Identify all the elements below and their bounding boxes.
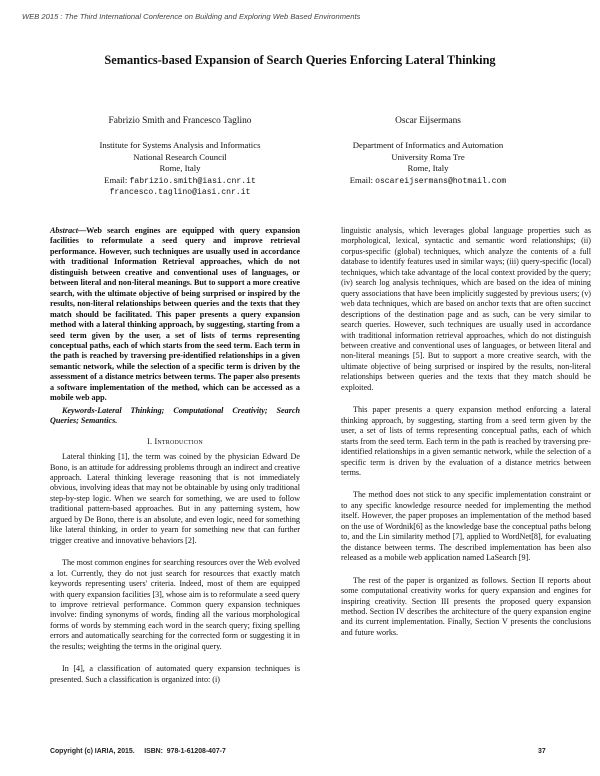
copyright-footer: Copyright (c) IARIA, 2015. ISBN: 978-1-61208-407-7 [50, 748, 226, 755]
section-heading: I. Introduction [147, 436, 203, 446]
page-number: 37 [538, 748, 546, 755]
body-paragraph: Lateral thinking [1], the term was coined by the physician Edward De Bono, is an attitude for addressing problems through an indirect and creative approach. Lateral thinking leverage reasoning that is not immediately obvious, involving ideas that may not be obtainable by using only traditional step-by-step logic. When we search for something, we are used to follow traditional pattern-based approaches. But in any patterning system, how argued by De Bono, there is an absolute, and even logic, need for something like lateral thinking, in order to yearn for something new that can further trigger creative and innovative behaviors [2]. [50, 452, 300, 545]
affiliation-line: Institute for Systems Analysis and Informatics [99, 140, 261, 151]
body-paragraph: In [4], a classification of automated query expansion techniques is presented. Such a classification is organized into: (i) [50, 664, 300, 684]
abstract-text: —Web search engines are equipped with query expansion facilities to reformulate a seed query and improve retrieval performance. However, such techniques are usually used in accordance with traditional Information Retrieval approaches, which do not distinguish between creative and conventional uses of languages, or between literal and non-literal meanings. But to support a more creative search, with the ultimate objective of being surprised or inspired by the results, non-literal relationships between queries and the texts that they match should be facilitated. This paper presents a query expansion method with a lateral thinking approach, by suggesting, starting from a seed term given by the user, a set of lists of terms representing conceptual paths, each of which starts from the seed term. Each term in the path is reached by traversing pre-identified relationships in a given semantic network, while the selection of a specific term is driven by the assessment of a distance metrics between terms. The paper also presents a software implementation of the method, which can be accessed as a mobile web app. [50, 226, 300, 403]
body-paragraph: linguistic analysis, which leverages global language properties such as morphological, lexical, syntactic and semantic word relationships; (ii) corpus-specific (global) techniques, which analyze the contents of a full database to identify features used in similar ways; (iii) query-specific (local) techniques, which take advantage of the local context provided by the query; (iv) search log analysis techniques, which are based on the idea of mining query associations that have been implicitly suggested by previous users; (v) web data techniques, which are based on anchor texts that are often succinct descriptions of the destination page and as such, can be very similar to search queries. However, such techniques are usually used in accordance with traditional information retrieval approaches, which do not distinguish between creative and conventional uses of languages, or between literal and non-literal meanings [5]. But to support a more creative search, with the ultimate objective of being surprised or inspired by the results, non-literal relationships between queries and the texts that they match should be exploited. [341, 226, 591, 392]
left-column [50, 226, 300, 685]
affiliation-line: Department of Informatics and Automation [352, 140, 504, 151]
author-block-1 [60, 116, 300, 198]
email-line [308, 175, 548, 187]
right-column [341, 226, 591, 638]
abstract-label: Abstract [50, 226, 78, 235]
affiliation-line: National Research Council [133, 151, 227, 162]
body-paragraph: The rest of the paper is organized as follows. Section II reports about some computational creativity works for query expansion and engines for inspiring creativity. Section III presents the proposed query expansion method. Section IV describes the architecture of the query expansion engine and its current implementation. Finally, Section V presents the conclusions and future works. [341, 575, 591, 637]
email-line [60, 175, 300, 187]
affiliation-line: Rome, Italy [407, 163, 449, 174]
affiliation-line: University Roma Tre [391, 151, 465, 162]
keywords: Keywords-Lateral Thinking; Computational Creativity; Search Queries; Semantics. [50, 405, 300, 426]
author-names: Oscar Eijsermans [395, 116, 461, 126]
email-address: fabrizio.smith@iasi.cnr.it [129, 176, 256, 186]
conference-header: WEB 2015 : The Third International Conference on Building and Exploring Web Based Environments [22, 12, 361, 21]
body-paragraph: The method does not stick to any specific implementation constraint or to any specific knowledge resource needed for implementing the method itself. However, the paper proposes an implementation of the method based on the use of Wordnik[6] as the knowledge base the conceptual paths belong to, and the Lin similarity method [7], applied to WordNet[8], for evaluating the distance between terms. The described implementation has been also released as a mobile web application named LaSearch [9]. [341, 490, 591, 563]
author-names: Fabrizio Smith and Francesco Taglino [108, 116, 252, 126]
email-address: oscareijsermans@hotmail.com [375, 176, 507, 186]
author-block-2 [308, 116, 548, 187]
email-address: francesco.taglino@iasi.cnr.it [109, 188, 251, 198]
email-label: Email: [104, 174, 130, 185]
body-paragraph: This paper presents a query expansion method enforcing a lateral thinking approach, by suggesting, starting from a seed term given by the user, a set of lists of terms representing conceptual paths, each of which starts from the seed term. Each term in the path is reached by traversing pre-identified relationships in a given semantic network, while the selection of a specific term is driven by the evaluation of a distance metrics between terms. [341, 405, 591, 477]
abstract [50, 226, 300, 404]
email-label: Email: [349, 174, 376, 185]
affiliation-line: Rome, Italy [159, 163, 201, 174]
paper-title: Semantics-based Expansion of Search Queries Enforcing Lateral Thinking [104, 53, 496, 67]
body-paragraph: The most common engines for searching resources over the Web evolved a lot. Currently, they do not just search for resources that exactly match keywords representing users' criteria. Indeed, most of them are equipped with query expansion facilities [3], whose aim is to reformulate a seed query to improve retrieval performance. Common query expansion techniques involve: finding synonyms of words, finding all the various morphological forms of words by stemming each word in the search query; fixing spelling errors and automatically searching for the corrected form or suggesting it in the results; weighting the terms in the original query. [50, 558, 300, 651]
